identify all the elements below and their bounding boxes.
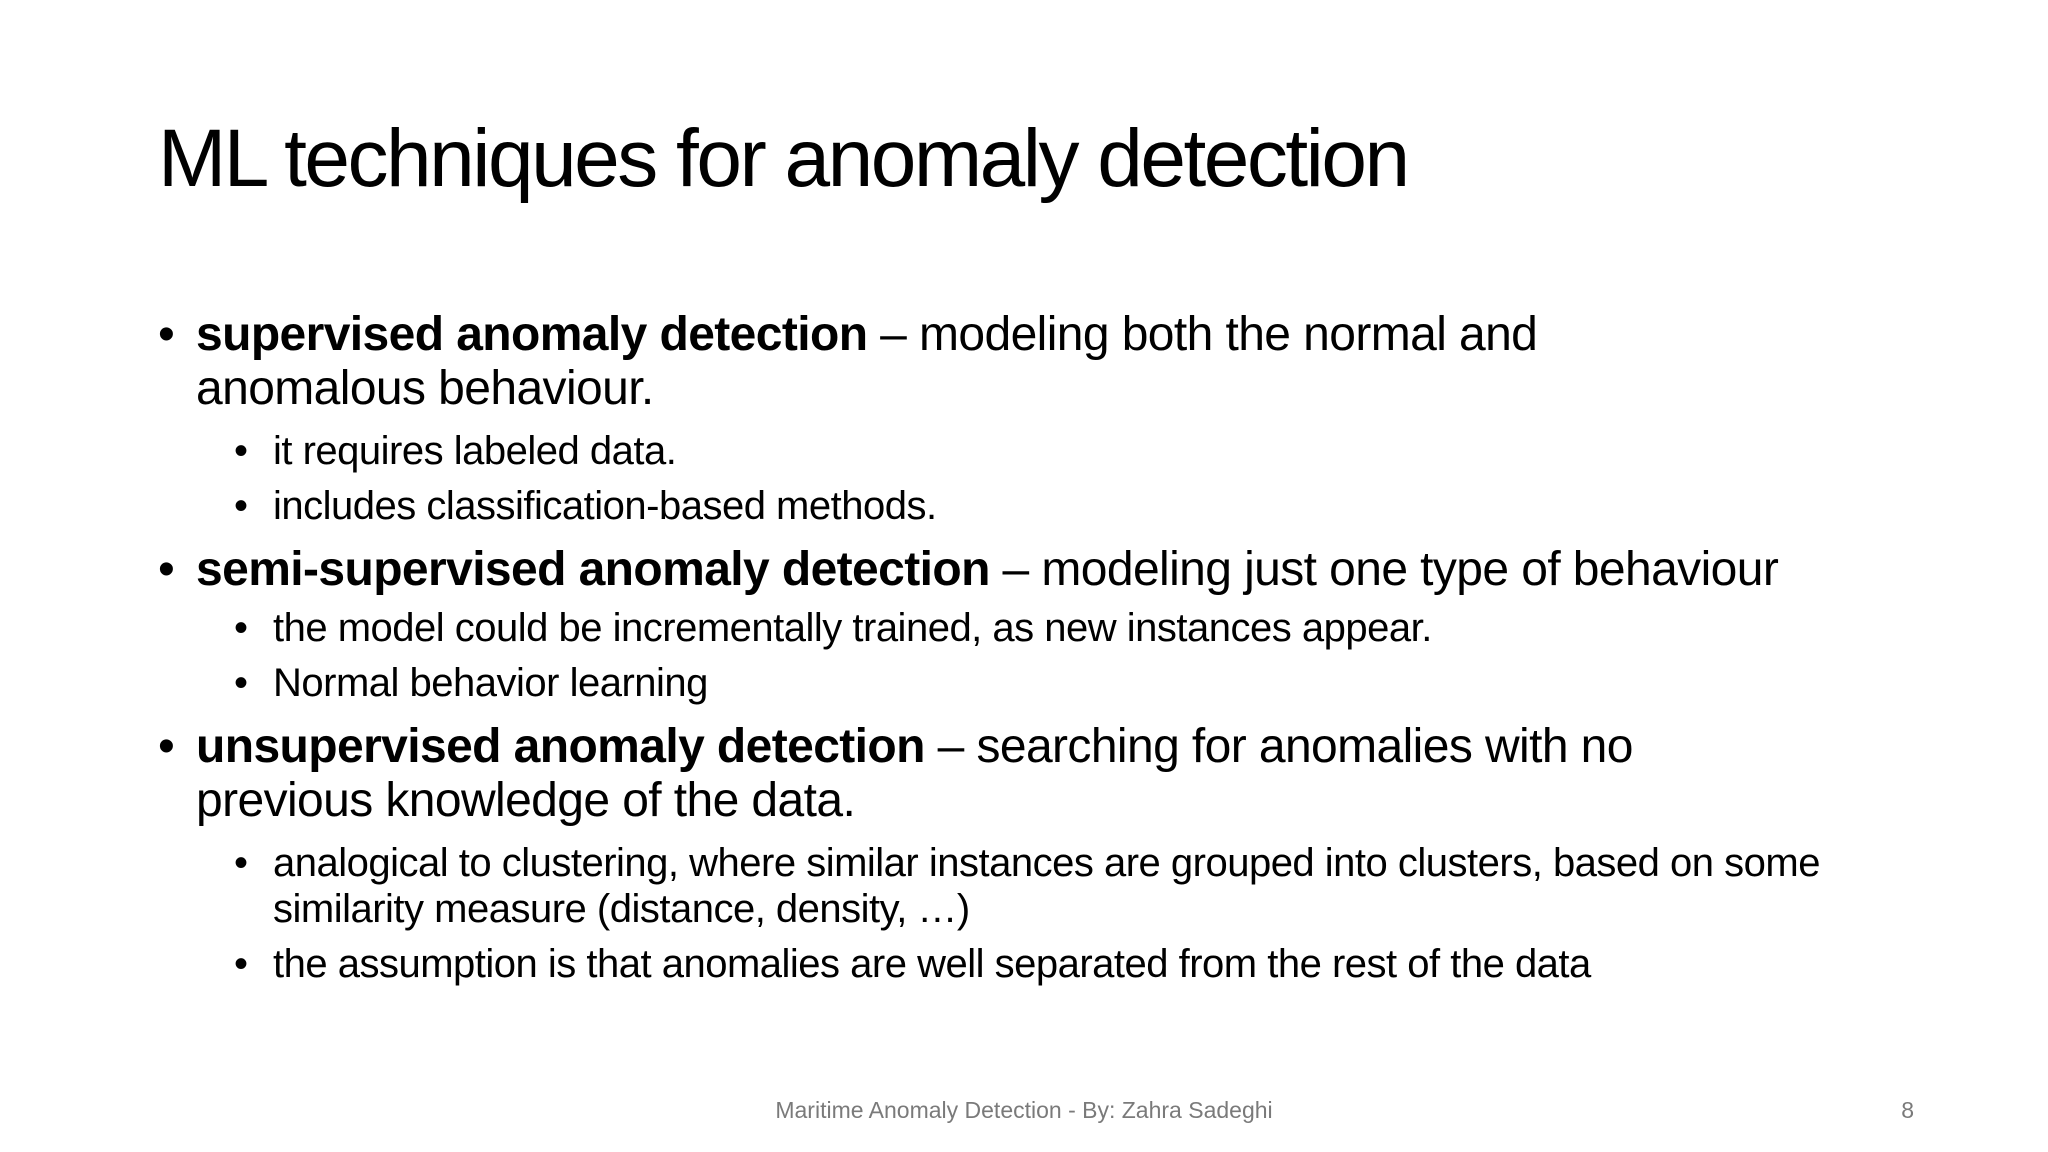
- bullet-supervised: [158, 308, 1756, 416]
- subbullet-text: includes classification-based methods.: [273, 484, 937, 528]
- bullet-semi-supervised: [158, 543, 1998, 597]
- bullet-description: – modeling both the normal and anomalous behaviour.: [196, 308, 1538, 415]
- subbullet-text: Normal behavior learning: [273, 661, 708, 705]
- subbullet-item: [158, 941, 1998, 987]
- subbullet-item: [158, 428, 1998, 474]
- bullet-description: – searching for anomalies with no previous knowledge of the data.: [196, 720, 1633, 827]
- page-number: 8: [1901, 1097, 1914, 1123]
- subbullet-item: [158, 840, 1973, 932]
- subbullet-item: [158, 483, 1998, 529]
- bullet-icon: •: [158, 720, 175, 773]
- subbullet-text: analogical to clustering, where similar instances are grouped into clusters, based on some similarity measure (distance, density, …): [273, 841, 1820, 931]
- bullet-description: – modeling just one type of behaviour: [989, 543, 1779, 596]
- bullet-icon: •: [234, 661, 248, 705]
- bullet-icon: •: [158, 543, 175, 596]
- subbullet-text: the assumption is that anomalies are well separated from the rest of the data: [273, 942, 1591, 986]
- subbullet-text: the model could be incrementally trained, as new instances appear.: [273, 606, 1432, 650]
- bullet-icon: •: [234, 606, 248, 650]
- bullet-icon: •: [158, 308, 175, 361]
- subbullet-item: [158, 660, 1998, 706]
- bullet-list: [158, 308, 1998, 987]
- bullet-icon: •: [234, 429, 248, 473]
- subbullet-item: [158, 605, 1998, 651]
- subbullet-text: it requires labeled data.: [273, 429, 677, 473]
- bullet-term: unsupervised anomaly detection: [196, 720, 925, 773]
- bullet-icon: •: [234, 942, 248, 986]
- bullet-term: semi-supervised anomaly detection: [196, 543, 990, 596]
- slide-title: ML techniques for anomaly detection: [158, 113, 1408, 204]
- bullet-icon: •: [234, 841, 248, 885]
- bullet-icon: •: [234, 484, 248, 528]
- bullet-unsupervised: [158, 720, 1816, 828]
- slide-footer: Maritime Anomaly Detection - By: Zahra Sadeghi: [775, 1097, 1273, 1123]
- bullet-term: supervised anomaly detection: [196, 308, 868, 361]
